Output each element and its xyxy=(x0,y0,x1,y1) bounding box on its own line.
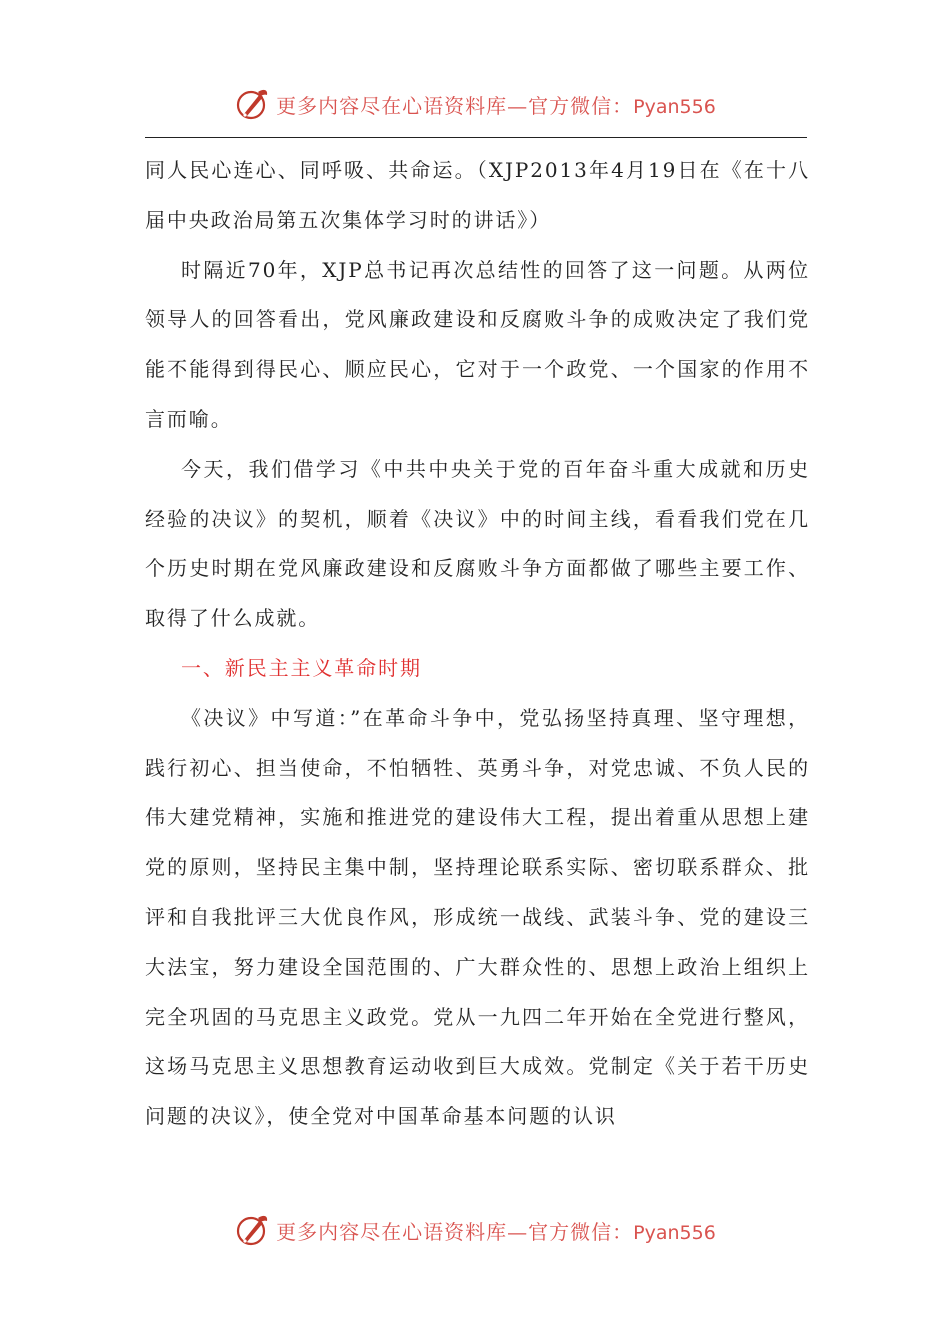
header-brand: 更多内容尽在心语资料库 xyxy=(276,93,508,118)
document-body xyxy=(145,146,810,1142)
paragraph-continued: 同人民心连心、同呼吸、共命运。（XJP2013年4月19日在《在十八届中央政治局第五次集体学习时的讲话》） xyxy=(145,158,810,232)
header-banner-text xyxy=(276,90,716,119)
header-wechat-id: Pyan556 xyxy=(633,95,716,118)
section-heading: 一、新民主主义革命时期 xyxy=(181,655,422,680)
footer-wechat-id: Pyan556 xyxy=(633,1221,716,1244)
paragraph: 时隔近70年，XJP总书记再次总结性的回答了这一问题。从两位领导人的回答看出，党风廉政建设和反腐败斗争的成败决定了我们党能不能得到得民心、顺应民心，它对于一个政党、一个国家的作用不言而喻。 xyxy=(145,257,810,431)
paragraph: 今天，我们借学习《中共中央关于党的百年奋斗重大成就和历史经验的决议》的契机，顺着《决议》中的时间主线，看看我们党在几个历史时期在党风廉政建设和反腐败斗争方面都做了哪些主要工作、取得了什么成就。 xyxy=(145,456,810,631)
quill-logo-icon xyxy=(234,1212,270,1248)
footer-banner-text xyxy=(276,1216,716,1245)
footer-banner-inner xyxy=(234,1212,716,1248)
header-dash: — xyxy=(507,93,529,118)
quill-logo-icon xyxy=(234,86,270,122)
header-banner-inner xyxy=(234,86,716,122)
header-divider xyxy=(145,137,807,138)
header-wechat-label: 官方微信： xyxy=(528,93,634,118)
header-banner xyxy=(0,82,950,126)
paragraph: 《决议》中写道：”在革命斗争中，党弘扬坚持真理、坚守理想，践行初心、担当使命，不怕牺牲、英勇斗争，对党忠诚、不负人民的伟大建党精神，实施和推进党的建设伟大工程，提出着重从思想上建党的原则，坚持民主集中制，坚持理论联系实际、密切联系群众、批评和自我批评三大优良作风，形成统一战线、武装斗争、党的建设三大法宝，努力建设全国范围的、广大群众性的、思想上政治上组织上完全巩固的马克思主义政党。党从一九四二年开始在全党进行整风，这场马克思主义思想教育运动收到巨大成效。党制定《关于若干历史问题的决议》，使全党对中国革命基本问题的认识 xyxy=(145,705,810,1129)
footer-brand: 更多内容尽在心语资料库 xyxy=(276,1219,508,1244)
footer-wechat-label: 官方微信： xyxy=(528,1219,634,1244)
footer-dash: — xyxy=(507,1219,529,1244)
footer-banner xyxy=(0,1208,950,1252)
